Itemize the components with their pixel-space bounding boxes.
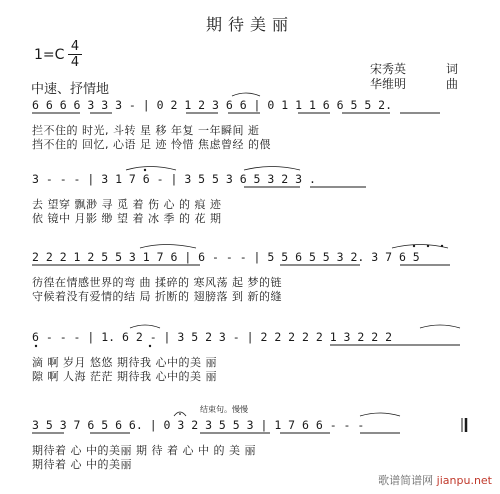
fermata-mark [174,412,186,416]
slur [360,413,400,416]
watermark-site: 歌谱简谱网 [378,474,434,487]
time-signature-bottom: 4 [70,55,80,70]
watermark-url: jianpu.net [436,474,492,487]
composer-role: 曲 [446,77,459,91]
slur [392,245,448,249]
lyric-line-5-verse-1: 期待着 心 中的美丽 期 待 着 心 中 的 美 丽 [32,444,256,457]
key-signature: 1=C [34,47,65,63]
time-signature-top: 4 [70,39,80,54]
lyricist-role: 词 [446,62,459,76]
octave-dot [35,345,37,347]
lyric-line-1-verse-2: 挡不住的 回忆, 心语 足 迹 怜惜 焦虑曾经 的偎 [32,138,271,151]
lyric-line-4-verse-1: 滴 啊 岁月 悠悠 期待我 心中的美 丽 [32,356,217,369]
lyric-line-2-verse-2: 依 镜中 月影 缈 望 着 冰 季 的 花 期 [32,212,222,225]
slur [244,167,300,171]
lyric-line-3-verse-1: 彷徨在情感世界的弯 曲 揉碎的 寒风荡 起 梦的链 [32,276,282,289]
octave-dot [144,169,146,171]
notation-line-5: 3 5 3 7 6 5 6 6. | 0 3 2 3 5 5 3 | 1 7 6 6 - - - [32,418,365,432]
notation-line-4: 6 - - - | 1. 6 2 - | 3 5 2 3 - | 2 2 2 2 2 1 3 2 2 2 [32,330,393,344]
time-signature [68,40,82,69]
notation-line-1: 6 6 6 6 3 3 3 - | 0 2 1 2 3 6 6 | 0 1 1 1 6 6 5 5 2. [32,98,393,112]
lyric-line-3-verse-2: 守候着没有爱情的结 局 折断的 翅膀落 到 新的缝 [32,290,282,303]
watermark [378,472,492,488]
slur [130,325,160,328]
lyric-line-2-verse-1: 去 望穿 飘渺 寻 觅 着 伤 心 的 痕 迹 [32,198,222,211]
song-title: 期待美丽 [205,15,294,34]
composer-name: 华维明 [370,77,407,91]
slur [232,93,260,96]
lyric-line-1-verse-1: 拦不住的 时光, 斗转 星 移 年复 一年瞬间 逝 [32,124,260,137]
performance-note: 结束句。慢慢 [200,405,248,414]
notation-line-2: 3 - - - | 3 1 7 6 - | 3 5 5 3 6 5 3 2 3 . [32,172,316,186]
notation-line-3: 2 2 2 1 2 5 5 3 1 7 6 | 6 - - - | 5 5 6 5 5 3 2. 3 7 6 5 [32,250,420,264]
slur [140,245,196,249]
fermata-dot [179,413,181,415]
octave-dot [413,245,415,247]
lyric-line-4-verse-2: 隙 啊 人海 茫茫 期待我 心中的美 丽 [32,370,217,383]
lyricist-name: 宋秀英 [370,62,407,76]
octave-dot [149,345,151,347]
tempo-marking: 中速、抒情地 [31,82,110,97]
slur [420,325,460,328]
lyric-line-5-verse-2: 期待着 心 中的美丽 [32,458,132,471]
composer-credit [370,75,459,92]
octave-dot [427,245,429,247]
octave-dot [441,245,443,247]
slur [126,167,176,171]
